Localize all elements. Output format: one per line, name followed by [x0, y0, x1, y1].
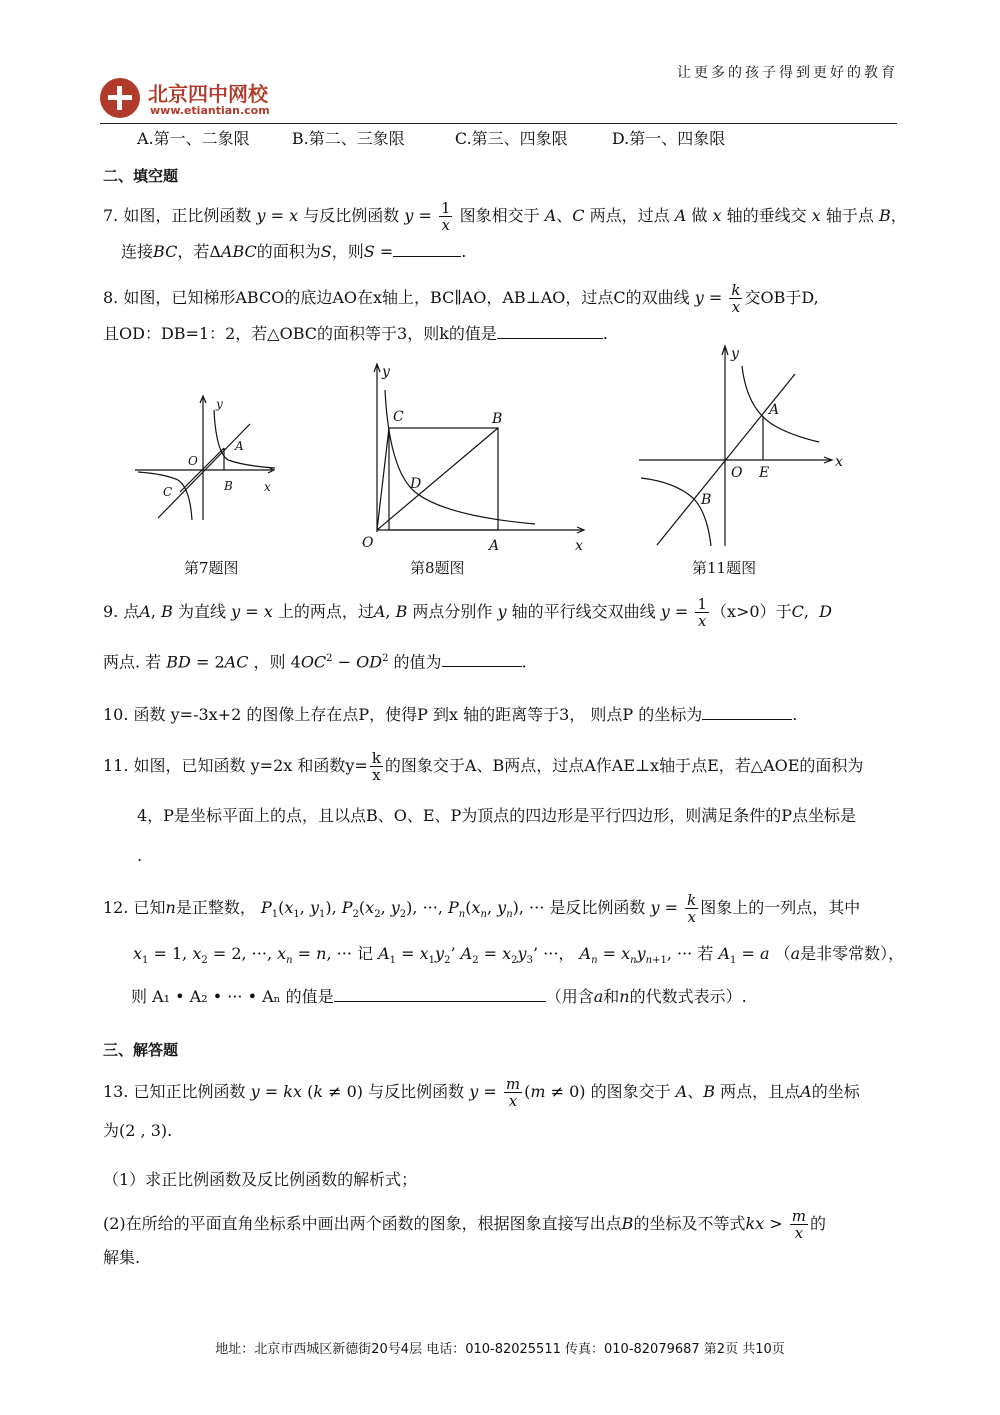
question-11-line3: .: [137, 846, 143, 865]
figure-8: [355, 360, 590, 555]
fig8-segment-ob: [377, 428, 498, 530]
logo-url: www.etiantian.com: [150, 104, 270, 117]
question-8-line1: 8. 如图，已知梯形ABCO的底边AO在x轴上，BC∥AO，AB⊥AO，过点C的双曲线 y = $\frac{k}{x}$ 交OB于D,: [103, 281, 819, 316]
fig7-label-c: C: [163, 485, 173, 499]
logo: [100, 70, 300, 120]
fig7-label-a: A: [235, 439, 244, 453]
fig11-label-o: O: [731, 465, 743, 481]
question-11-line1: 11. 如图，已知函数 y=2x 和函数y= $\frac{k}{x}$ 的图象交于A、B两点，过点A作AE⊥x轴于点E，若△AOE的面积为: [103, 749, 864, 784]
question-7-line1: 7. 如图，正比例函数 y = x 与反比例函数 y = $\frac{1}{x}$ 图象相交于 A、C 两点，过点 A 做 x 轴的垂线交 x 轴于点 B，: [103, 199, 907, 234]
question-9-line2: 两点. 若 BD = 2AC ，则 $4OC^2 - OD^2$ 的值为 .: [103, 652, 527, 672]
fig8-segment-oc: [377, 428, 389, 530]
question-11-line2: 4，P是坐标平面上的点，且以点B、O、E、P为顶点的四边形是平行四边形，则满足条件的P点坐标是: [137, 806, 857, 825]
fig7-label-x: x: [264, 480, 271, 494]
fig8-label-a: A: [489, 538, 500, 554]
q6-options: [137, 128, 725, 150]
fig11-label-e: E: [759, 465, 770, 481]
fig8-label-x: x: [575, 538, 583, 554]
fig7-label-y: y: [216, 397, 223, 411]
question-13-line2: 为(2 , 3).: [103, 1121, 173, 1140]
question-7-line2: 连接BC，若ΔABC的面积为S，则S = .: [121, 242, 467, 261]
fig8-label-b: B: [492, 411, 503, 427]
logo-name: 北京四中网校: [148, 82, 268, 106]
figure-7-caption: 第7题图: [184, 559, 239, 577]
question-12-line1: 12. 已知n是正整数， $P_1(x_1$, $y_1$), $P_2(x_2$, $y_2$), ···, $P_n(x_n$, $y_n$), ··· 是反比例函数 y = $\frac{k}{x}$ 图象上的一列点，其中: [103, 891, 861, 926]
fig8-label-d: D: [410, 476, 422, 492]
question-13-line1: 13. 已知正比例函数 y = kx (k ≠ 0) 与反比例函数 y = $\frac{m}{x}$ (m ≠ 0) 的图象交于 A、B 两点，且点A的坐标: [103, 1075, 860, 1110]
q6-option-d: D.第一、四象限: [611, 129, 726, 148]
fig8-label-o: O: [362, 535, 374, 551]
fig7-label-b: B: [224, 479, 233, 493]
fig8-trapezoid: [389, 428, 498, 530]
header-divider: [100, 123, 897, 124]
section-3-title: 三、解答题: [103, 1041, 179, 1059]
fig11-label-x: x: [835, 454, 843, 470]
q6-option-a: A.第一、二象限: [137, 129, 250, 148]
question-10: 10. 函数 y=-3x+2 的图像上存在点P，使得P 到x 轴的距离等于3， 则点P 的坐标为 .: [103, 705, 798, 724]
q6-option-c: C.第三、四象限: [454, 129, 568, 148]
logo-emblem-icon: [100, 78, 140, 118]
fig11-label-y: y: [731, 346, 739, 362]
fig11-hyperbola-branch-1: [742, 366, 819, 442]
fig7-label-o: O: [188, 454, 198, 468]
figure-7: [130, 392, 280, 524]
fig8-label-c: C: [393, 409, 404, 425]
figure-11: [635, 340, 850, 550]
fig7-hyperbola-branch-1: [214, 410, 275, 468]
question-8-line2: 且OD：DB=1：2，若△OBC的面积等于3，则k的值是 .: [103, 324, 608, 343]
page-footer: 地址：北京市西城区新德街20号4层 电话：010-82025511 传真：010-82079687 第2页 共10页: [215, 1342, 785, 1357]
question-13-part2-line1: (2)在所给的平面直角坐标系中画出两个函数的图象，根据图象直接写出点B的坐标及不等式kx > $\frac{m}{x}$ 的: [103, 1207, 826, 1242]
figure-8-caption: 第8题图: [410, 559, 465, 577]
question-12-line3: 则 A₁ • A₂ • ··· • Aₙ 的值是 （用含a和n的代数式表示）.: [131, 987, 747, 1006]
section-2-title: 二、填空题: [103, 167, 179, 185]
fig11-label-b: B: [701, 492, 712, 508]
question-13-part1: （1）求正比例函数及反比例函数的解析式；: [103, 1170, 418, 1189]
fig11-hyperbola-branch-2: [641, 478, 711, 546]
question-12-line2: $x_1 = 1$, $x_2 = 2$, ···, $x_n = n$, ··· 记 $A_1 = x_1y_2$’ $A_2 = x_2y_3$’ ···， $A_n = x_ny_{n+1}$, ··· 若 $A_1 = a$ （a是非零常数），: [133, 944, 905, 967]
question-9-line1: 9. 点A, B 为直线 y = x 上的两点，过A, B 两点分别作 y 轴的平行线交双曲线 y = $\frac{1}{x}$ （x>0）于C, D: [103, 595, 832, 630]
question-13-part2-line2: 解集.: [103, 1248, 141, 1267]
header-slogan: 让更多的孩子得到更好的教育: [677, 65, 898, 81]
figure-11-caption: 第11题图: [692, 559, 757, 577]
fig11-label-a: A: [769, 402, 780, 418]
fig8-label-y: y: [382, 364, 390, 380]
q6-option-b: B.第二、三象限: [291, 129, 405, 148]
